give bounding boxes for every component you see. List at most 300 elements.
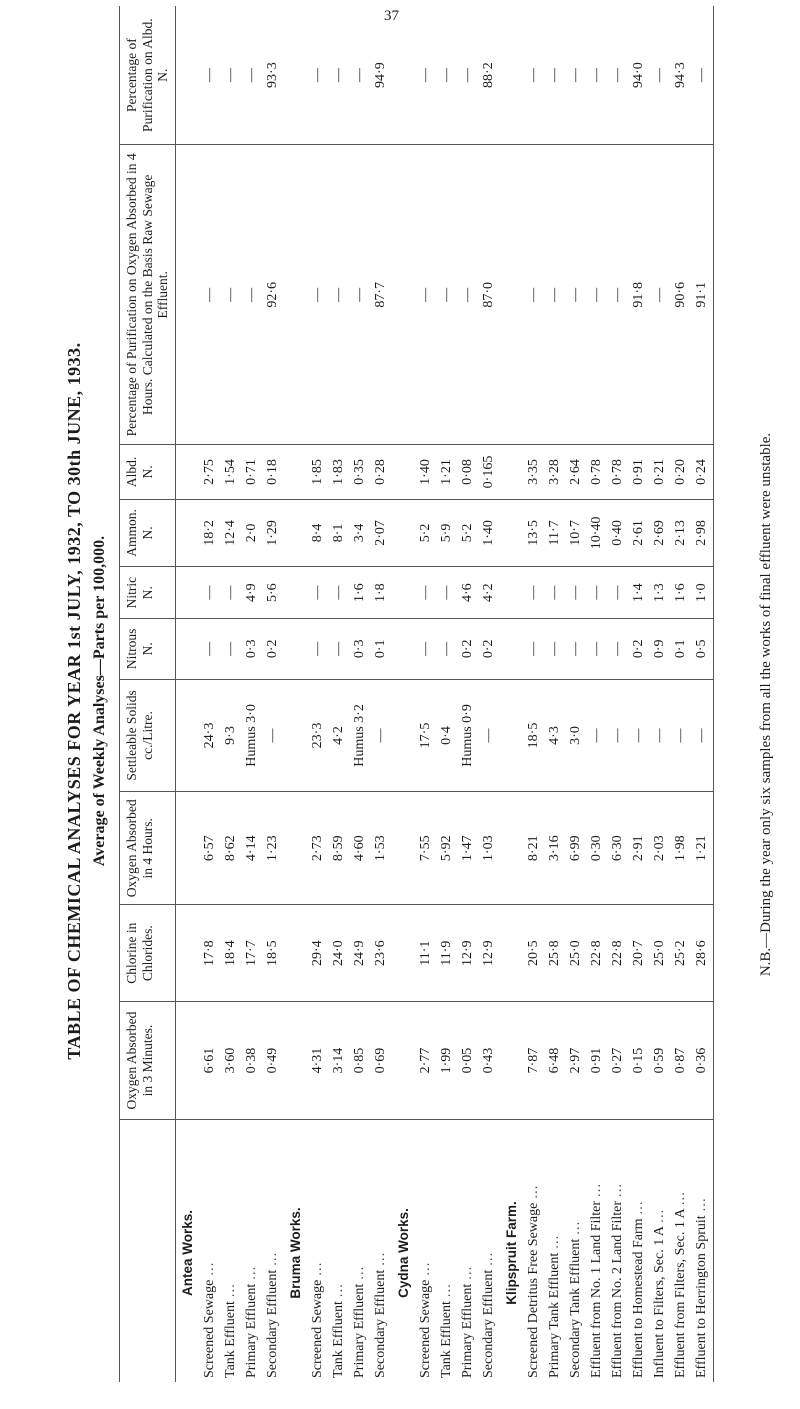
value-cell: 20·7 <box>629 905 650 1002</box>
empty-cell <box>175 1002 200 1120</box>
leader-dots: … <box>589 1183 605 1198</box>
value-cell: 10·7 <box>566 499 587 567</box>
empty-cell <box>392 905 416 1002</box>
row-label <box>545 1120 566 1383</box>
row-label-text: Effluent from Filters, Sec. 1 A <box>673 1209 689 1378</box>
row-label <box>371 1120 392 1383</box>
value-cell: 0·78 <box>587 445 608 499</box>
empty-cell <box>500 567 524 619</box>
value-cell: — <box>458 145 479 445</box>
row-label-text: Effluent from No. 1 Land Filter <box>589 1200 605 1378</box>
empty-cell <box>175 445 200 499</box>
value-cell: 2·0 <box>242 499 263 567</box>
value-cell: — <box>437 619 458 680</box>
value-cell: 25·0 <box>566 905 587 1002</box>
empty-cell <box>392 679 416 792</box>
value-cell: 1·6 <box>671 567 692 619</box>
value-cell: 17·7 <box>242 905 263 1002</box>
value-cell: 0·2 <box>629 619 650 680</box>
value-cell: 1·85 <box>308 445 329 499</box>
value-cell: 91·8 <box>629 145 650 445</box>
row-label <box>650 1120 671 1383</box>
table-row <box>479 6 500 1382</box>
value-cell: — <box>608 619 629 680</box>
empty-cell <box>284 6 308 145</box>
value-cell: — <box>479 679 500 792</box>
value-cell: 1·83 <box>329 445 350 499</box>
empty-cell <box>284 499 308 567</box>
value-cell: — <box>608 6 629 145</box>
value-cell: — <box>416 567 437 619</box>
value-cell: 0·2 <box>263 619 284 680</box>
value-cell: 2·61 <box>629 499 650 567</box>
row-label-text: Primary Tank Effluent <box>547 1252 563 1378</box>
value-cell: 1·54 <box>221 445 242 499</box>
value-cell: — <box>524 145 545 445</box>
value-cell: — <box>566 6 587 145</box>
value-cell: 0·1 <box>371 619 392 680</box>
value-cell: 25·8 <box>545 905 566 1002</box>
value-cell: 0·40 <box>608 499 629 567</box>
value-cell: 90·6 <box>671 145 692 445</box>
value-cell: 1·4 <box>629 567 650 619</box>
value-cell: 4·60 <box>350 792 371 905</box>
value-cell: 93·3 <box>263 6 284 145</box>
value-cell: 1·21 <box>437 445 458 499</box>
table-row <box>524 6 545 1382</box>
table-row <box>671 6 692 1382</box>
empty-cell <box>500 792 524 905</box>
table-row <box>308 6 329 1382</box>
value-cell: 22·8 <box>608 905 629 1002</box>
value-cell: — <box>608 145 629 445</box>
leader-dots: … <box>460 1266 476 1281</box>
leader-dots: … <box>439 1283 455 1298</box>
value-cell: 1·53 <box>371 792 392 905</box>
table-row <box>566 6 587 1382</box>
value-cell: — <box>524 567 545 619</box>
value-cell: 0·9 <box>650 619 671 680</box>
table-row <box>371 6 392 1382</box>
header-row <box>120 6 176 1382</box>
value-cell: 6·57 <box>200 792 221 905</box>
row-label <box>629 1120 650 1383</box>
value-cell: 0·78 <box>608 445 629 499</box>
value-cell: 12·9 <box>479 905 500 1002</box>
leader-dots: … <box>418 1262 434 1277</box>
value-cell: 0·71 <box>242 445 263 499</box>
row-label-text: Effluent from No. 2 Land Filter <box>610 1200 626 1378</box>
value-cell: 2·77 <box>416 1002 437 1120</box>
row-label <box>242 1120 263 1383</box>
value-cell: 11·7 <box>545 499 566 567</box>
value-cell: 0·69 <box>371 1002 392 1120</box>
value-cell: 29·4 <box>308 905 329 1002</box>
value-cell: 4·9 <box>242 567 263 619</box>
section-header-row <box>175 6 200 1382</box>
empty-cell <box>175 679 200 792</box>
value-cell: — <box>545 619 566 680</box>
leader-dots: … <box>673 1191 689 1206</box>
empty-cell <box>392 567 416 619</box>
row-label <box>416 1120 437 1383</box>
row-label <box>437 1120 458 1383</box>
leader-dots: … <box>652 1209 668 1224</box>
empty-cell <box>392 445 416 499</box>
row-label-text: Screened Sewage <box>202 1279 218 1378</box>
section-title: Cydna Works. <box>396 1208 412 1298</box>
value-cell: — <box>545 6 566 145</box>
value-cell: — <box>242 6 263 145</box>
value-cell: 1·99 <box>437 1002 458 1120</box>
value-cell: — <box>524 619 545 680</box>
value-cell: 94·3 <box>671 6 692 145</box>
table-row <box>416 6 437 1382</box>
value-cell: 0·2 <box>479 619 500 680</box>
value-cell: 1·0 <box>692 567 714 619</box>
row-label-text: Primary Effluent <box>460 1283 476 1378</box>
value-cell: — <box>308 567 329 619</box>
leader-dots: … <box>631 1200 647 1215</box>
value-cell: 0·59 <box>650 1002 671 1120</box>
value-cell: 0·49 <box>263 1002 284 1120</box>
value-cell: 1·6 <box>350 567 371 619</box>
value-cell: — <box>416 145 437 445</box>
value-cell: 10·40 <box>587 499 608 567</box>
value-cell: 17·8 <box>200 905 221 1002</box>
value-cell: 0·20 <box>671 445 692 499</box>
value-cell: — <box>416 6 437 145</box>
value-cell: Humus 3·0 <box>242 679 263 792</box>
empty-cell <box>392 792 416 905</box>
value-cell: 0·05 <box>458 1002 479 1120</box>
value-cell: — <box>242 145 263 445</box>
row-label <box>350 1120 371 1383</box>
value-cell: 5·9 <box>437 499 458 567</box>
value-cell: — <box>608 679 629 792</box>
value-cell: 6·99 <box>566 792 587 905</box>
table-body <box>175 6 713 1382</box>
value-cell: Humus 3·2 <box>350 679 371 792</box>
row-label <box>692 1120 714 1383</box>
value-cell: 18·4 <box>221 905 242 1002</box>
value-cell: 2·98 <box>692 499 714 567</box>
value-cell: — <box>263 679 284 792</box>
empty-cell <box>284 792 308 905</box>
col-header-label <box>120 1120 176 1383</box>
section-header-row <box>284 6 308 1382</box>
empty-cell <box>175 145 200 445</box>
value-cell: — <box>200 6 221 145</box>
value-cell: — <box>200 567 221 619</box>
value-cell: 0·35 <box>350 445 371 499</box>
value-cell: 8·62 <box>221 792 242 905</box>
value-cell: — <box>308 145 329 445</box>
value-cell: 24·9 <box>350 905 371 1002</box>
value-cell: 0·91 <box>629 445 650 499</box>
row-label-text: Screened Sewage <box>310 1279 326 1378</box>
table-row <box>329 6 350 1382</box>
value-cell: 17·5 <box>416 679 437 792</box>
value-cell: 3·35 <box>524 445 545 499</box>
empty-cell <box>500 1002 524 1120</box>
value-cell: 2·73 <box>308 792 329 905</box>
value-cell: — <box>524 6 545 145</box>
value-cell: 11·9 <box>437 905 458 1002</box>
value-cell: 3·60 <box>221 1002 242 1120</box>
value-cell: — <box>200 619 221 680</box>
page-number: 37 <box>384 8 399 24</box>
value-cell: 0·27 <box>608 1002 629 1120</box>
value-cell: — <box>458 6 479 145</box>
table-row <box>650 6 671 1382</box>
footnote: N.B.—During the year only six samples from all the works of final effluent were unstable. <box>758 432 774 977</box>
empty-cell <box>500 619 524 680</box>
value-cell: 4·2 <box>479 567 500 619</box>
leader-dots: … <box>610 1183 626 1198</box>
value-cell: 4·2 <box>329 679 350 792</box>
value-cell: — <box>437 567 458 619</box>
leader-dots: … <box>244 1266 260 1281</box>
value-cell: 1·8 <box>371 567 392 619</box>
leader-dots: … <box>568 1221 584 1236</box>
table-row <box>263 6 284 1382</box>
value-cell: 12·9 <box>458 905 479 1002</box>
table-row <box>242 6 263 1382</box>
value-cell: 22·8 <box>587 905 608 1002</box>
row-label-text: Effluent to Herrington Spruit <box>694 1215 710 1378</box>
value-cell: 18·2 <box>200 499 221 567</box>
value-cell: 12·4 <box>221 499 242 567</box>
value-cell: 0·43 <box>479 1002 500 1120</box>
value-cell: 4·31 <box>308 1002 329 1120</box>
value-cell: 0·85 <box>350 1002 371 1120</box>
value-cell: 3·0 <box>566 679 587 792</box>
value-cell: — <box>416 619 437 680</box>
value-cell: 0·91 <box>587 1002 608 1120</box>
empty-cell <box>500 445 524 499</box>
leader-dots: … <box>547 1235 563 1250</box>
value-cell: 28·6 <box>692 905 714 1002</box>
value-cell: — <box>329 619 350 680</box>
leader-dots: … <box>373 1252 389 1267</box>
leader-dots: … <box>352 1266 368 1281</box>
row-label <box>608 1120 629 1383</box>
col-header-oxygen-3min: Oxygen Absorbed in 3 Minutes. <box>120 1002 176 1120</box>
value-cell: — <box>200 145 221 445</box>
table-subtitle: Average of Weekly Analyses—Parts per 100,000. <box>91 535 108 867</box>
leader-dots: … <box>265 1252 281 1267</box>
table-row <box>608 6 629 1382</box>
empty-cell <box>392 619 416 680</box>
value-cell: 0·24 <box>692 445 714 499</box>
value-cell: — <box>350 145 371 445</box>
value-cell: 2·64 <box>566 445 587 499</box>
empty-cell <box>392 6 416 145</box>
row-label <box>263 1120 284 1383</box>
col-header-albd: Albd. N. <box>120 445 176 499</box>
row-label-text: Screened Sewage <box>418 1279 434 1378</box>
value-cell: 0·38 <box>242 1002 263 1120</box>
col-header-oxygen-4hr: Oxygen Absorbed in 4 Hours. <box>120 792 176 905</box>
col-header-purification-oxygen: Percentage of Purification on Oxygen Absorbed in 4 Hours. Calculated on the Basis Raw Sewage Effluent. <box>120 145 176 445</box>
row-label-text: Primary Effluent <box>352 1283 368 1378</box>
value-cell: 4·6 <box>458 567 479 619</box>
empty-cell <box>500 905 524 1002</box>
value-cell: 23·3 <box>308 679 329 792</box>
value-cell: 5·2 <box>416 499 437 567</box>
value-cell: — <box>221 145 242 445</box>
value-cell: 0·30 <box>587 792 608 905</box>
table-title: TABLE OF CHEMICAL ANALYSES FOR YEAR 1st JULY, 1932, TO 30th JUNE, 1933. <box>64 342 84 1060</box>
row-label-text: Tank Effluent <box>439 1301 455 1378</box>
empty-cell <box>175 6 200 145</box>
value-cell: — <box>650 6 671 145</box>
row-label-text: Screened Detritus Free Sewage <box>526 1202 542 1378</box>
row-label-text: Secondary Tank Effluent <box>568 1238 584 1378</box>
col-header-nitric: Nitric N. <box>120 567 176 619</box>
value-cell: 92·6 <box>263 145 284 445</box>
empty-cell <box>500 6 524 145</box>
col-header-nitrous: Nitrous N. <box>120 619 176 680</box>
value-cell: 6·30 <box>608 792 629 905</box>
value-cell: 1·29 <box>263 499 284 567</box>
section-title: Antea Works. <box>180 1209 196 1297</box>
value-cell: — <box>437 6 458 145</box>
rotated-table-page <box>60 6 750 1396</box>
row-label <box>566 1120 587 1383</box>
empty-cell <box>392 499 416 567</box>
table-row <box>350 6 371 1382</box>
table-row <box>587 6 608 1382</box>
value-cell: 2·69 <box>650 499 671 567</box>
empty-cell <box>284 679 308 792</box>
row-label <box>524 1120 545 1383</box>
table-row <box>629 6 650 1382</box>
value-cell: 0·1 <box>671 619 692 680</box>
value-cell: — <box>671 679 692 792</box>
value-cell: 6·61 <box>200 1002 221 1120</box>
value-cell: 3·14 <box>329 1002 350 1120</box>
leader-dots: … <box>526 1185 542 1200</box>
col-header-settleable-solids: Settleable Solids cc./Litre. <box>120 679 176 792</box>
row-label <box>329 1120 350 1383</box>
value-cell: — <box>371 679 392 792</box>
value-cell: 1·23 <box>263 792 284 905</box>
value-cell: Humus 0·9 <box>458 679 479 792</box>
table-row <box>437 6 458 1382</box>
value-cell: — <box>650 145 671 445</box>
row-label-text: Primary Effluent <box>244 1283 260 1378</box>
analyses-table <box>119 6 714 1382</box>
value-cell: — <box>566 567 587 619</box>
value-cell: 2·91 <box>629 792 650 905</box>
value-cell: 0·21 <box>650 445 671 499</box>
empty-cell <box>175 499 200 567</box>
value-cell: — <box>329 567 350 619</box>
value-cell: 18·5 <box>263 905 284 1002</box>
empty-cell <box>175 905 200 1002</box>
value-cell: 2·07 <box>371 499 392 567</box>
empty-cell <box>392 1002 416 1120</box>
value-cell: 24·3 <box>200 679 221 792</box>
value-cell: 11·1 <box>416 905 437 1002</box>
value-cell: 7·87 <box>524 1002 545 1120</box>
row-label <box>308 1120 329 1383</box>
section-header-row <box>392 6 416 1382</box>
value-cell: 5·92 <box>437 792 458 905</box>
col-header-chlorine: Chlorine in Chlorides. <box>120 905 176 1002</box>
row-label-text: Effluent to Homestead Farm <box>631 1218 647 1378</box>
value-cell: 7·55 <box>416 792 437 905</box>
row-label-text: Secondary Effluent <box>265 1269 281 1378</box>
value-cell: 13·5 <box>524 499 545 567</box>
value-cell: 87·7 <box>371 145 392 445</box>
value-cell: 8·4 <box>308 499 329 567</box>
value-cell: — <box>221 619 242 680</box>
value-cell: — <box>566 619 587 680</box>
value-cell: — <box>437 145 458 445</box>
col-header-purification-albd: Percentage of Purification on Albd. N. <box>120 6 176 145</box>
value-cell: — <box>587 567 608 619</box>
value-cell: 3·4 <box>350 499 371 567</box>
value-cell: 91·1 <box>692 145 714 445</box>
empty-cell <box>175 619 200 680</box>
value-cell: — <box>545 145 566 445</box>
value-cell: 6·48 <box>545 1002 566 1120</box>
leader-dots: … <box>331 1283 347 1298</box>
row-label <box>458 1120 479 1383</box>
value-cell: 1·3 <box>650 567 671 619</box>
value-cell: 23·6 <box>371 905 392 1002</box>
value-cell: 1·21 <box>692 792 714 905</box>
table-row <box>221 6 242 1382</box>
empty-cell <box>284 145 308 445</box>
value-cell: 0·3 <box>242 619 263 680</box>
row-label-text: Secondary Effluent <box>373 1269 389 1378</box>
empty-cell <box>284 445 308 499</box>
value-cell: — <box>587 679 608 792</box>
value-cell: 94·9 <box>371 6 392 145</box>
value-cell: 8·1 <box>329 499 350 567</box>
empty-cell <box>500 499 524 567</box>
value-cell: — <box>629 679 650 792</box>
value-cell: 3·16 <box>545 792 566 905</box>
value-cell: 87·0 <box>479 145 500 445</box>
value-cell: 4·3 <box>545 679 566 792</box>
value-cell: 94·0 <box>629 6 650 145</box>
value-cell: — <box>329 6 350 145</box>
empty-cell <box>284 1002 308 1120</box>
value-cell: 0·28 <box>371 445 392 499</box>
row-label-text: Secondary Effluent <box>481 1269 497 1378</box>
row-label <box>200 1120 221 1383</box>
value-cell: — <box>221 6 242 145</box>
table-row <box>200 6 221 1382</box>
table-row <box>458 6 479 1382</box>
section-title: Klipspruit Farm. <box>504 1201 520 1305</box>
value-cell: — <box>692 6 714 145</box>
value-cell: 9·3 <box>221 679 242 792</box>
row-label <box>221 1120 242 1383</box>
value-cell: 20·5 <box>524 905 545 1002</box>
row-label-text: Tank Effluent <box>331 1301 347 1378</box>
value-cell: 4·14 <box>242 792 263 905</box>
value-cell: 18·5 <box>524 679 545 792</box>
value-cell: 2·13 <box>671 499 692 567</box>
empty-cell <box>284 905 308 1002</box>
value-cell: — <box>545 567 566 619</box>
